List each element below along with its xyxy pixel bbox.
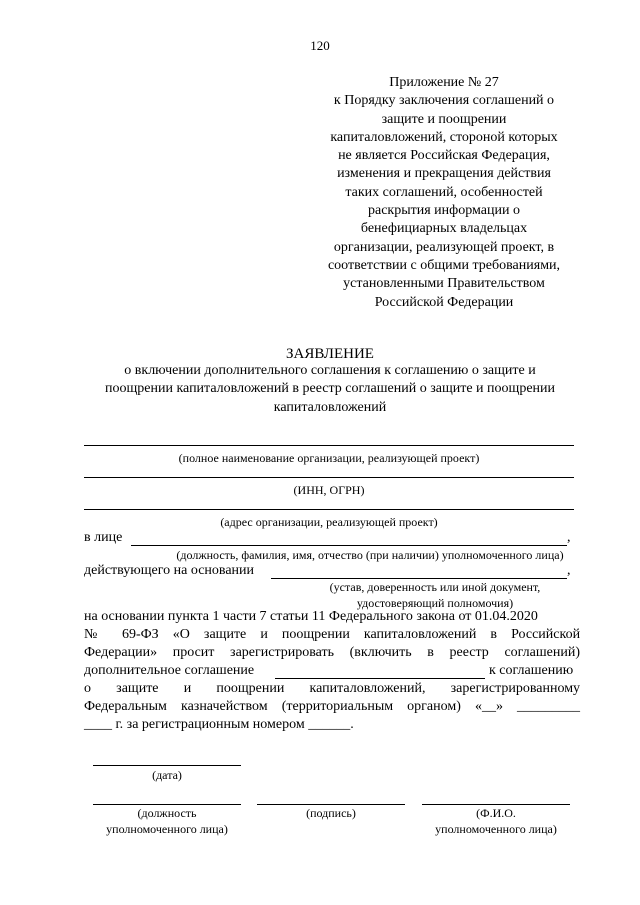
body-word: защите <box>203 627 247 642</box>
subtitle-line: о включении дополнительного соглашения к соглашению о защите и <box>124 363 536 378</box>
body-word: поощрении <box>281 627 350 642</box>
address-caption: (адрес организации, реализующей проект) <box>220 515 438 529</box>
registration-day-month-field[interactable]: _________ <box>517 699 581 714</box>
fio-field[interactable] <box>422 804 570 805</box>
supplementary-agreement-field[interactable] <box>275 678 485 679</box>
org-name-caption: (полное наименование организации, реализующей проект) <box>178 451 480 465</box>
comma: , <box>567 530 571 545</box>
appendix-line: бенефициарных владельцах <box>360 221 528 237</box>
position-caption-line: уполномоченного лица) <box>106 822 228 836</box>
fio-caption-line: (Ф.И.О. <box>476 806 516 820</box>
acting-basis-label: действующего на основании <box>84 563 255 578</box>
body-word: «О <box>172 627 190 642</box>
signature-caption: (подпись) <box>306 806 356 820</box>
registration-number-line: ____ г. за регистрационным номером ______. <box>84 717 354 732</box>
basis-caption-line: (устав, доверенность или иной документ, <box>329 580 541 594</box>
body-word: Федерации» <box>84 645 158 660</box>
body-word: соглашений) <box>504 645 581 660</box>
appendix-line: раскрытия информации о <box>368 203 520 219</box>
signature-field[interactable] <box>257 804 405 805</box>
body-word: (включить <box>349 645 412 660</box>
date-caption: (дата) <box>152 768 182 782</box>
appendix-line: к Порядку заключения соглашений о <box>333 93 555 109</box>
body-word: поощрении <box>216 681 285 696</box>
org-name-field[interactable] <box>84 445 574 446</box>
body-word: капиталовложений <box>363 627 477 642</box>
body-line: на основании пункта 1 части 7 статьи 11 Федерального закона от 01.04.2020 <box>84 609 538 624</box>
appendix-line: Российской Федерации <box>374 294 514 310</box>
body-word: зарегистрированному <box>450 681 581 696</box>
appendix-line: защите и поощрении <box>381 111 507 127</box>
body-line <box>84 627 580 643</box>
basis-caption-line: удостоверяющий полномочия) <box>356 596 514 610</box>
subtitle-line: поощрении капиталовложений в реестр соглашений о защите и поощрении <box>104 381 556 397</box>
fio-caption-line: уполномоченного лица) <box>435 822 557 836</box>
comma: , <box>567 563 571 578</box>
document-title: ЗАЯВЛЕНИЕ <box>286 346 374 362</box>
date-field[interactable] <box>93 765 241 766</box>
representative-field[interactable] <box>131 545 567 546</box>
body-word: и <box>260 627 268 642</box>
body-line <box>84 699 580 715</box>
document-subtitle <box>80 362 580 417</box>
appendix-line: таких соглашений, особенностей <box>345 184 543 200</box>
inn-ogrn-field[interactable] <box>84 477 574 478</box>
body-word: просит <box>172 645 215 660</box>
body-line <box>84 645 580 661</box>
body-word: зарегистрировать <box>230 645 335 660</box>
appendix-line: установленными Правительством <box>343 276 545 292</box>
body-word: капиталовложений, <box>309 681 426 696</box>
inn-ogrn-caption: (ИНН, ОГРН) <box>293 483 365 497</box>
appendix-block <box>300 74 588 312</box>
position-caption-line: (должность <box>137 806 197 820</box>
appendix-line: изменения и прекращения действия <box>337 166 551 182</box>
appendix-line: не является Российская Федерация, <box>338 148 550 164</box>
appendix-line: Приложение № 27 <box>389 75 499 90</box>
body-word: и <box>183 681 192 696</box>
appendix-line: организации, реализующей проект, в <box>333 239 555 255</box>
basis-document-field[interactable] <box>271 578 567 579</box>
body-word: в реестр <box>427 645 489 660</box>
body-word: в <box>490 627 498 642</box>
body-word: казначейством <box>180 699 268 714</box>
body-word: Федеральным <box>84 699 167 714</box>
body-word: о <box>84 681 91 696</box>
body-word: 69-ФЗ <box>121 627 159 642</box>
body-word: Российской <box>511 627 581 642</box>
appendix-line: капиталовложений, стороной которых <box>330 129 558 145</box>
address-field[interactable] <box>84 509 574 510</box>
body-line <box>84 681 580 697</box>
appendix-line: соответствии с общими требованиями, <box>327 257 561 273</box>
page-number: 120 <box>310 38 330 53</box>
body-word: защите <box>116 681 159 696</box>
body-word: № <box>84 627 108 642</box>
to-agreement-label: к соглашению <box>489 663 574 678</box>
subtitle-line: капиталовложений <box>273 399 387 415</box>
position-field[interactable] <box>93 804 241 805</box>
in-person-label: в лице <box>84 530 123 545</box>
representative-caption: (должность, фамилия, имя, отчество (при наличии) уполномоченного лица) <box>176 548 564 562</box>
body-word: (территориальным органом) «__» <box>281 699 503 714</box>
supplementary-agreement-label: дополнительное соглашение <box>84 663 255 678</box>
